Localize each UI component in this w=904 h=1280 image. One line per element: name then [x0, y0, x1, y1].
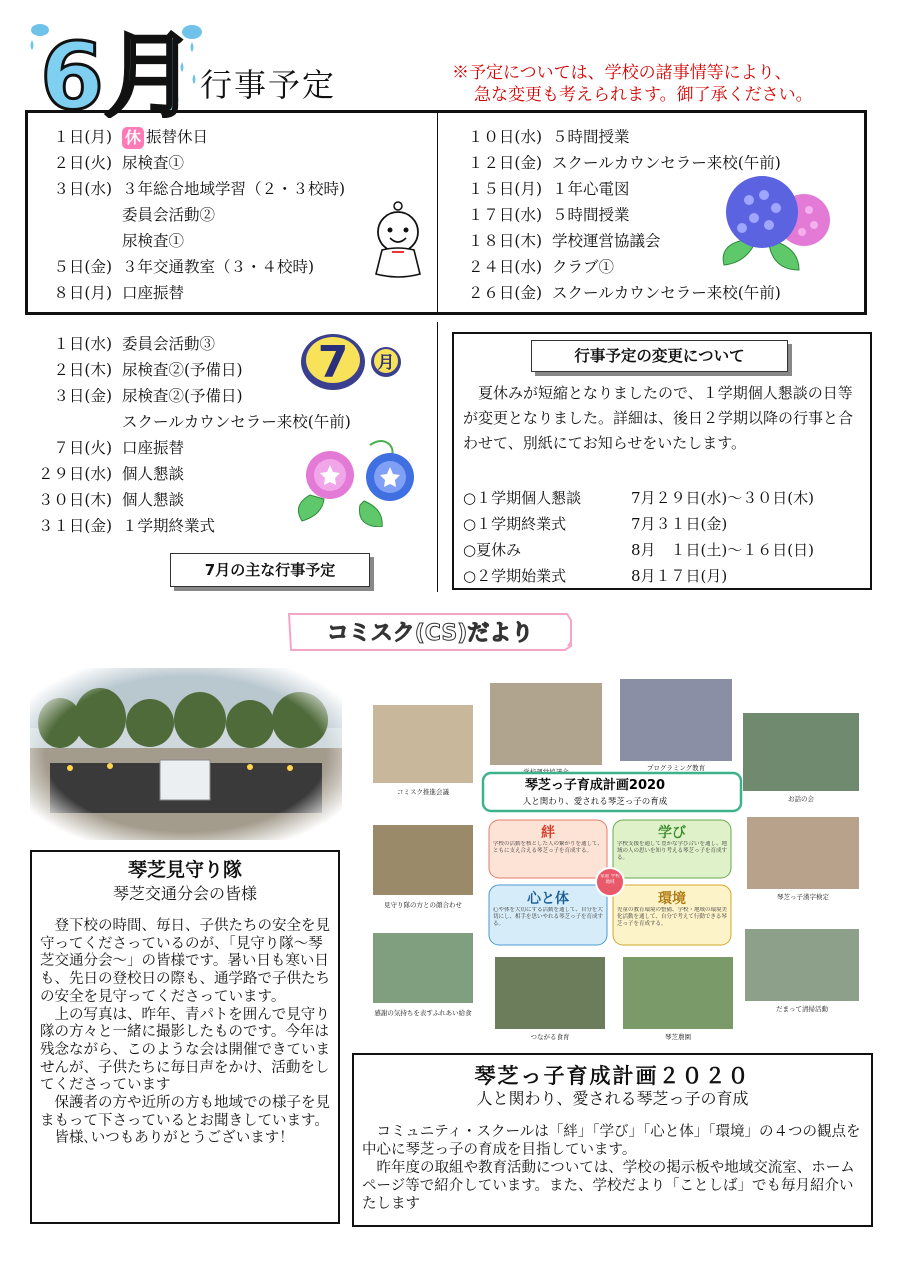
collage-caption: 琴芝っ子漢字検定 [777, 893, 829, 901]
list-item: ３日(水) ３年総合地域学習（２・３校時) [53, 180, 346, 198]
kizuna-text: 学校の活動を核とした人の繋がりを通して、ともに支え合える琴芝っ子を育成する。 [493, 841, 603, 854]
collage-caption: 感謝の気持ちを表すふれあい給食 [374, 1009, 472, 1017]
manabi-label: 学び [658, 825, 686, 841]
mimamori-paragraph-3: 保護者の方や近所の方も地域での様子を見まもって下さっているとお聞きしています。 [40, 1095, 330, 1129]
list-item: １０日(水) ５時間授業 [467, 128, 630, 146]
june-title-badge [22, 18, 202, 118]
list-item: ５日(金) ３年交通教室（３・４校時) [53, 258, 315, 276]
holiday-badge: 休 [122, 127, 144, 149]
collage-caption: お話の会 [788, 795, 814, 803]
list-item: 尿検査① [122, 232, 185, 250]
list-item: １日(月) 休 振替休日 [53, 128, 209, 147]
kankyo-label: 環境 [658, 891, 686, 907]
list-item: １日(水) 委員会活動③ [53, 335, 216, 353]
growth-plan-body [362, 1123, 865, 1213]
collage-caption: 見守り隊の方との顔合わせ [384, 901, 462, 909]
mimamori-group-photo [30, 668, 342, 840]
list-item: ２日(木) 尿検査②(予備日) [53, 361, 243, 379]
notice-line-1: ※予定については、学校の諸事情等により、 [452, 63, 792, 83]
collage-caption: プログラミング教育 [646, 764, 706, 772]
list-item: ３１日(金) １学期終業式 [37, 517, 216, 535]
list-item: ２６日(金) スクールカウンセラー来校(午前) [467, 284, 781, 302]
list-item: ８日(月) 口座振替 [53, 284, 185, 302]
hub-label: 家庭 学校 地域 [600, 874, 620, 885]
list-item: ７日(火) 口座振替 [53, 439, 185, 457]
kizuna-label: 絆 [541, 825, 555, 841]
mimamori-title: 琴芝見守り隊 [127, 859, 242, 881]
list-item: ○１学期終業式 7月３１日(金) [463, 515, 728, 533]
schedule-change-list [463, 485, 865, 589]
mimamori-paragraph-1: 登下校の時間、毎日、子供たちの安全を見守ってくださっているのが、「見守り隊～琴芝交通分会～」の皆様です。暑い日も寒い日も、先日の登校日の際も、通学路で子供たちの安全を見守ってくださっています。 [40, 918, 330, 1005]
collage-center-title: 琴芝っ子育成計画2020 [524, 778, 666, 793]
kokoro-label: 心と体 [527, 891, 569, 907]
schedule-change-title: 行事予定の変更について [531, 340, 788, 372]
june-badge-text: 6月 [40, 23, 197, 118]
list-item: １５日(月) １年心電図 [467, 180, 630, 198]
growth-plan-paragraph-2: 昨年度の取組や教育活動については、学校の掲示板や地域交流室、ホームページ等で紹介しています。また、学校だより「ことしば」でも毎月紹介いたします [362, 1160, 855, 1212]
list-item: ○２学期始業式 8月１７日(月) [463, 567, 728, 585]
cs-activity-collage [365, 675, 870, 1055]
growth-plan-paragraph-1: コミュニティ・スクールは「絆」「学び」「心と体」「環境」の４つの観点を中心に琴芝っ子の育成を目指しています。 [362, 1124, 861, 1158]
cs-banner-text: コミスク(CS)だより [326, 621, 534, 646]
kokoro-text: 心や体を大切にする活動を通して、自分を大切にし、相手を思いやれる琴芝っ子を育成する。 [493, 907, 603, 927]
list-item: ２４日(水) クラブ① [467, 258, 615, 276]
growth-plan-subtitle: 人と関わり、愛される琴芝っ子の育成 [476, 1089, 749, 1108]
morning-glory-icon [290, 435, 425, 527]
list-item: ２９日(水) 個人懇談 [37, 465, 185, 483]
july-badge-number: 7 [317, 337, 349, 388]
july-caption: 7月の主な行事予定 [170, 553, 370, 587]
growth-plan-title: 琴芝っ子育成計画２０２０ [474, 1064, 751, 1088]
list-item: 委員会活動② [122, 206, 216, 224]
list-item: ２日(火) 尿検査① [53, 154, 185, 172]
list-item: １７日(水) ５時間授業 [467, 206, 630, 224]
collage-caption: 琴芝農園 [665, 1033, 691, 1041]
manabi-text: 学校支援を通して豊かな学び合いを通し、地域の人の思いを知り考える琴芝っ子を育成する。 [617, 841, 727, 861]
teru-teru-bozu-icon [368, 200, 428, 280]
mimamori-paragraph-2: 上の写真は、昨年、青パトを囲んで見守り隊の方々と一緒に撮影したものです。今年は残念ながら、このような会は開催できていませんが、子供たちに毎日声をかけ、活動をしてくださっています [40, 1006, 330, 1094]
june-left-list [30, 124, 345, 306]
mimamori-paragraph-4: 皆様､いつもありがとうございます！ [54, 1130, 294, 1147]
notice-line-2: 急な変更も考えられます。御了承ください。 [474, 85, 813, 105]
mimamori-body [40, 918, 332, 1148]
collage-center-subtitle: 人と関わり、愛される琴芝っ子の育成 [522, 797, 668, 807]
list-item: ３０日(木) 個人懇談 [37, 491, 185, 509]
collage-caption: だまって清掃活動 [776, 1005, 828, 1013]
june-divider [437, 113, 438, 313]
schedule-change-body: 夏休みが短縮となりましたので、１学期個人懇談の日等が変更となりました。詳細は、後日２学期以降の行事と合わせて、別紙にてお知らせをいたします。 [463, 384, 854, 452]
collage-caption: コミスク推進会議 [397, 788, 449, 796]
schedule-notice [452, 62, 872, 106]
page-title: 行事予定 [200, 66, 337, 104]
mimamori-subtitle: 琴芝交通分会の皆様 [112, 884, 257, 903]
july-badge-month: 月 [377, 353, 395, 373]
list-item: １２日(金) スクールカウンセラー来校(午前) [467, 154, 781, 172]
cs-newsletter-banner [285, 610, 575, 652]
hydrangea-icon [714, 170, 834, 275]
list-item: １８日(木) 学校運営協議会 [467, 232, 661, 250]
july-divider [437, 322, 438, 592]
collage-caption: つながる食育 [530, 1033, 570, 1041]
kankyo-text: 児童の教育環境の整備、学校・地域の環境美化活動を通して、自分で考えて行動できる琴芝っ子を育成する。 [617, 907, 727, 927]
list-item: スクールカウンセラー来校(午前) [122, 413, 351, 431]
july-badge [298, 330, 408, 392]
list-item: ３日(金) 尿検査②(予備日) [53, 387, 243, 405]
list-item: ○夏休み 8月 １日(土)～１６日(日) [463, 541, 814, 559]
list-item: ○１学期個人懇談 7月２９日(水)～３０日(木) [463, 489, 814, 507]
